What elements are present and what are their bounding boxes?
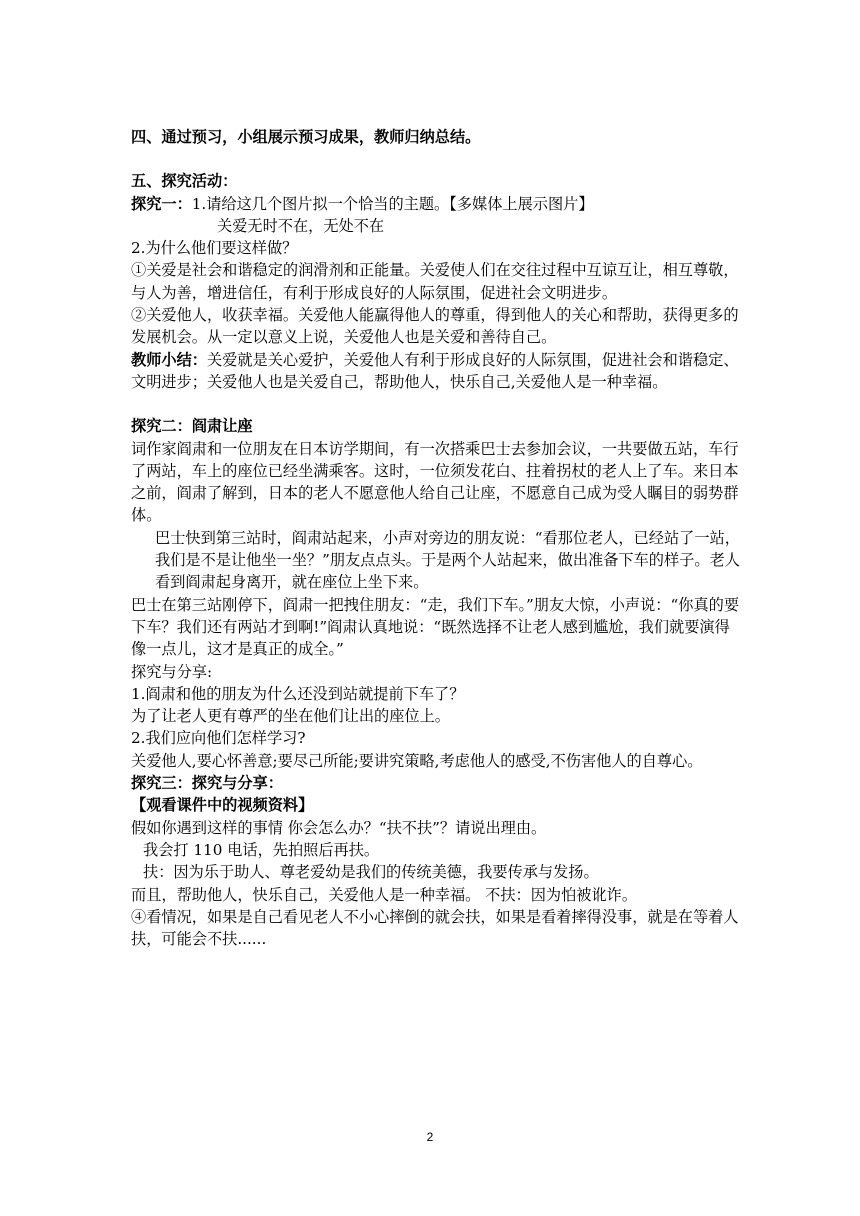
- explore-3-question: 假如你遇到这样的事情 你会怎么办？“扶不扶”？请说出理由。: [131, 818, 547, 837]
- explore-3-answer-1: 我会打 110 电话，先拍照后再扶。: [143, 840, 380, 859]
- explore-3-video-note: 【观看课件中的视频资料】: [131, 796, 314, 815]
- section-5-heading: 五、探究活动：: [131, 172, 238, 191]
- explore-2-answer-1: 为了让老人更有尊严的坐在他们让出的座位上。: [131, 707, 450, 726]
- explore-3-answer-2: 扶：因为乐于助人、尊老爱幼是我们的传统美德，我要传承与发扬。: [143, 863, 599, 882]
- explore-1-point-1: ①关爱是社会和谐稳定的润滑剂和正能量。关爱使人们在交往过程中互谅互让，相互尊敬，与人为善，增进信任，有利于形成良好的人际氛围，促进社会文明进步。: [131, 261, 739, 302]
- explore-2-share-heading: 探究与分享:: [131, 662, 213, 681]
- explore-2-paragraph-2: 巴士快到第三站时，阎肃站起来，小声对旁边的朋友说：“看那位老人，已经站了一站，我们是不是让他坐一坐？”朋友点点头。于是两个人站起来，做出准备下车的样子。老人看到阎肃起身离开，就在座位上坐下来。: [155, 528, 740, 592]
- explore-1-answer-1: 关爱无时不在，无处不在: [217, 216, 385, 235]
- teacher-summary-label: 教师小结：: [131, 350, 207, 369]
- explore-3-title: 探究三：探究与分享：: [131, 774, 283, 793]
- spacer: [131, 393, 741, 415]
- explore-2-question-2: 2.我们应向他们怎样学习?: [131, 729, 306, 748]
- section-4-heading: 四、通过预习，小组展示预习成果，教师归纳总结。: [131, 128, 481, 146]
- explore-1-question-2: 2.为什么他们要这样做？: [131, 239, 298, 258]
- spacer: [131, 148, 741, 170]
- explore-2-question-1: 1.阎肃和他的朋友为什么还没到站就提前下车了？: [131, 684, 465, 703]
- explore-1-point-2: ②关爱他人，收获幸福。关爱他人能赢得他人的尊重，得到他人的关心和帮助，获得更多的发展机会。从一定以意义上说，关爱他人也是关爱和善待自己。: [131, 306, 739, 347]
- explore-2-title: 探究二：阎肃让座: [131, 417, 253, 436]
- teacher-summary: [131, 349, 741, 394]
- explore-2-answer-2: 关爱他人,要心怀善意;要尽己所能;要讲究策略,考虑他人的感受,不伤害他人的自尊心。: [131, 751, 703, 770]
- page-number: 2: [426, 1130, 434, 1144]
- explore-3-answer-3: 而且，帮助他人，快乐自己，关爱他人是一种幸福。 不扶：因为怕被讹诈。: [131, 885, 638, 904]
- explore-1-q1-text: 1.请给这几个图片拟一个恰当的主题。【多媒体上展示图片】: [191, 194, 594, 213]
- explore-3-answer-4: ④看情况，如果是自己看见老人不小心摔倒的就会扶，如果是看着摔得没事，就是在等着人扶，可能会不扶......: [131, 907, 739, 949]
- page-content: [131, 126, 741, 950]
- explore-1-question-1: [131, 193, 741, 215]
- explore-2-paragraph-3: 巴士在第三站刚停下，阎肃一把拽住朋友：“走，我们下车。”朋友大惊，小声说：“你真的要下车？我们还有两站才到啊!”阎肃认真地说：“既然选择不让老人感到尴尬，我们就要演得像一点儿，这才是真正的成全。”: [131, 595, 740, 659]
- explore-1-label: 探究一：: [131, 194, 192, 213]
- explore-2-paragraph-1: 词作家阎肃和一位朋友在日本访学期间，有一次搭乘巴士去参加会议，一共要做五站，车行了两站，车上的座位已经坐满乘客。这时，一位须发花白、拄着拐杖的老人上了车。来日本之前，阎肃了解到，日本的老人不愿意他人给自己让座，不愿意自己成为受人瞩目的弱势群体。: [131, 439, 739, 525]
- teacher-summary-text: 关爱就是关心爱护，关爱他人有利于形成良好的人际氛围，促进社会和谐稳定、文明进步；关爱他人也是关爱自己，帮助他人，快乐自己,关爱他人是一种幸福。: [131, 350, 739, 391]
